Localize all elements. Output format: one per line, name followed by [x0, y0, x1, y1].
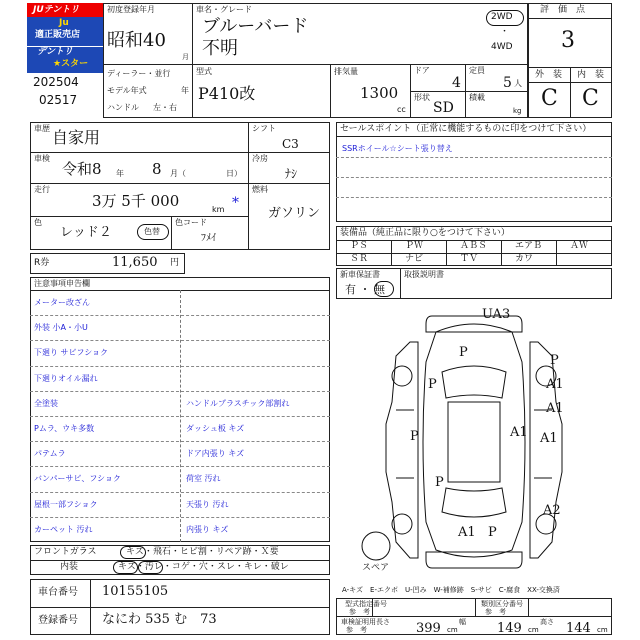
recycle-box: [30, 253, 185, 274]
lot-number-line2: 02517: [39, 93, 78, 107]
damage-mark: A1: [546, 377, 564, 392]
shift-value: C3: [282, 137, 299, 151]
equipment-item: カワ: [515, 254, 534, 264]
orig-color-label: 色替: [144, 227, 160, 236]
inspection-label: 車検: [34, 154, 50, 163]
width-label: 幅: [459, 618, 466, 626]
door-label: ドア: [414, 66, 430, 75]
damage-mark: UA3: [482, 307, 511, 322]
glass-label: フロントガラス: [34, 547, 97, 557]
equipment-item: ＰＷ: [405, 241, 424, 251]
logo-ju: Ju: [59, 18, 69, 28]
color-value: レッド２: [60, 225, 112, 240]
load-label: 積載: [469, 93, 485, 102]
car-front-windshield: [442, 366, 506, 398]
warranty-value: 有 ・ 無: [345, 283, 385, 296]
equipment-item: ＰＳ: [350, 241, 369, 251]
equipment-label: 装備品（純正品に限り○をつけて下さい）: [340, 228, 510, 238]
damage-mark: A2: [543, 503, 561, 518]
car-left-side: [386, 342, 418, 558]
logo-shop: 適正販売店: [35, 30, 81, 40]
first-reg-month-label: 月: [182, 53, 189, 61]
car-rear-window: [442, 488, 506, 517]
displacement-value: 1300: [360, 84, 399, 102]
displacement-label: 排気量: [334, 67, 358, 76]
color-code-label: 色コード: [175, 218, 207, 227]
height-value: 144: [566, 621, 591, 636]
dealer-label: ディーラー・並行: [107, 69, 171, 78]
car-roof: [448, 402, 500, 482]
chassis-label: 車台番号: [38, 587, 78, 598]
damage-mark: P: [488, 525, 497, 540]
first-reg-label: 初度登録年月: [107, 5, 155, 14]
shape-value: SD: [433, 100, 454, 116]
equipment-item: ナビ: [405, 254, 424, 264]
length-label: 長さ: [376, 618, 390, 626]
spare-label: スペア: [362, 563, 390, 573]
remark-right: 内張り キズ: [186, 524, 229, 534]
glass-value: キズ・飛石・ヒビ割・リペア跡・Ｘ要: [126, 547, 279, 557]
recycle-label: R券: [34, 258, 50, 268]
sales-point-label: セールスポイント（正常に機能するものに印をつけて下さい）: [340, 124, 592, 134]
spare-tire: [362, 532, 390, 560]
displacement-unit: cc: [397, 105, 406, 114]
drive-4wd: 4WD: [491, 42, 513, 52]
inspection-era: 令和8: [62, 160, 102, 178]
remarks-label: 注意事項申告欄: [34, 279, 90, 288]
inspection-day-unit: 日）: [226, 169, 242, 178]
capacity-label: 定員: [469, 66, 485, 75]
remark-right: ダッシュ板 キズ: [186, 424, 245, 433]
remark-left: バンパーサビ、フショク: [34, 474, 121, 484]
shape-label: 形状: [414, 93, 430, 102]
sales-point-note: SSRホイール☆シート張り替え: [342, 144, 453, 153]
damage-mark: A1: [540, 431, 558, 446]
car-right-side: [530, 342, 562, 558]
category-ref: 参 考: [485, 608, 506, 616]
grade-label: 評 価 点: [540, 5, 586, 15]
car-name-label: 車名・グレード: [196, 5, 252, 14]
fuel-label: 燃料: [252, 185, 268, 194]
color-code-value: ﾌﾒｲ: [201, 233, 216, 244]
damage-legend: A-キズ E-エクボ U-凹み W-補修跡 S-サビ C-腐食 XX-交換済: [342, 586, 560, 594]
car-damage-diagram: [336, 302, 612, 582]
mileage-mark: *: [232, 195, 239, 211]
recycle-value: 11,650: [112, 255, 158, 270]
remark-left: カーペット 汚れ: [34, 524, 93, 534]
width-unit: cm: [528, 626, 539, 634]
aircon-label: 冷房: [252, 154, 268, 163]
interior-grade: C: [582, 86, 599, 111]
plate-label: 登録番号: [38, 615, 78, 626]
cert-label: 型式指定番号: [345, 600, 387, 608]
usage-label: 車歴: [34, 124, 50, 133]
door-value: 4: [452, 75, 461, 91]
cert-ref: 参 考: [349, 608, 370, 616]
damage-mark: P: [410, 429, 419, 444]
interior-circle-1: [113, 561, 138, 574]
remark-right: 荷室 汚れ: [186, 474, 221, 484]
model-year-unit: 年: [181, 86, 189, 95]
model-year-label: モデル年式: [107, 86, 147, 95]
lot-number-line1: 202504: [33, 75, 79, 89]
inspection-month-unit: 月（: [170, 169, 186, 178]
damage-mark: A1: [546, 401, 564, 416]
damage-mark: P: [459, 345, 468, 360]
shift-label: シフト: [252, 124, 276, 133]
handle-value: 左・右: [153, 103, 177, 112]
sales-point-box: [336, 122, 612, 222]
load-unit: kg: [513, 107, 522, 115]
cert-note: 車検証明用: [341, 618, 376, 626]
remark-left: 屋根一部フショク: [34, 499, 98, 509]
car-name-value-2: 不明: [202, 38, 238, 59]
remark-left: パテムラ: [34, 449, 66, 459]
damage-mark: P: [435, 475, 444, 490]
equipment-item: ＴＶ: [460, 254, 479, 264]
logo: [27, 3, 103, 73]
equipment-item: エアＢ: [515, 241, 543, 251]
capacity-unit: 人: [514, 79, 522, 88]
height-label: 高さ: [540, 618, 554, 626]
chassis-value: 10155105: [102, 584, 169, 599]
model-label: 型式: [196, 67, 212, 76]
damage-mark: A1: [458, 525, 476, 540]
length-unit: cm: [447, 626, 458, 634]
car-top-outline: [423, 324, 525, 557]
mileage-label: 走行: [34, 185, 50, 194]
damage-mark: P: [550, 353, 559, 368]
equipment-item: ＡＷ: [570, 241, 589, 251]
logo-star: ★スター: [53, 59, 89, 69]
interior-cond-value: キズ・汚レ・コゲ・穴・スレ・キレ・破レ: [118, 562, 289, 572]
car-rear-bumper: [426, 552, 522, 568]
remark-left: 下廻り サビフショク: [34, 348, 109, 358]
height-unit: cm: [597, 626, 608, 634]
drive-dot: ・: [500, 27, 510, 37]
interior-circle-2: [138, 561, 163, 574]
mileage-value: 3万 5千 000: [92, 192, 180, 210]
remark-left: メーター改ざん: [34, 298, 90, 307]
car-name-value-1: ブルーバード: [202, 16, 309, 37]
glass-circle: [120, 546, 146, 559]
plate-value: なにわ 535 む 73: [102, 612, 217, 627]
first-reg-value: 昭和40: [107, 30, 166, 51]
drive-2wd: 2WD: [491, 12, 513, 22]
recycle-unit: 円: [170, 258, 180, 268]
interior-label: 内 装: [577, 70, 605, 80]
remark-left: 下廻りオイル漏れ: [34, 373, 98, 383]
logo-brand-text: JUテントリ: [33, 5, 80, 15]
category-label: 類別区分番号: [481, 600, 523, 608]
inspection-year-unit: 年: [116, 169, 124, 178]
equipment-item: ＳＲ: [350, 254, 369, 264]
remark-right: ドア内張り キズ: [186, 449, 245, 459]
remark-left: Pムラ、ウキ多数: [34, 424, 95, 433]
remark-left: 外装 小A・小U: [34, 323, 88, 333]
usage-value: 自家用: [52, 128, 101, 147]
capacity-value: 5: [503, 75, 512, 91]
warranty-label: 新車保証書: [340, 270, 380, 279]
manual-label: 取扱説明書: [404, 270, 444, 279]
color-label: 色: [34, 218, 42, 227]
exterior-label: 外 装: [535, 70, 563, 80]
grade-value: 3: [561, 28, 575, 53]
exterior-grade: C: [541, 86, 558, 111]
remark-left: 全塗装: [34, 398, 58, 408]
aircon-value: ﾅｼ: [285, 167, 298, 181]
remark-right: 天張り 汚れ: [186, 499, 229, 509]
interior-cond-label: 内装: [60, 562, 79, 572]
model-value: P410改: [198, 84, 256, 103]
dims-ref: 参 考: [346, 626, 367, 634]
width-value: 149: [497, 621, 522, 636]
equipment-item: ＡＢＳ: [460, 241, 488, 251]
fuel-value: ガソリン: [268, 206, 321, 221]
length-value: 399: [416, 621, 441, 636]
handle-label: ハンドル: [107, 103, 139, 112]
remark-right: ハンドルプラスチック部割れ: [186, 398, 290, 408]
warranty-circle: [374, 281, 394, 297]
mileage-unit: km: [212, 205, 225, 214]
inspection-month: 8: [152, 160, 162, 178]
damage-mark: A1: [510, 425, 528, 440]
logo-dentori: デントリ: [37, 47, 73, 57]
damage-mark: P: [428, 377, 437, 392]
